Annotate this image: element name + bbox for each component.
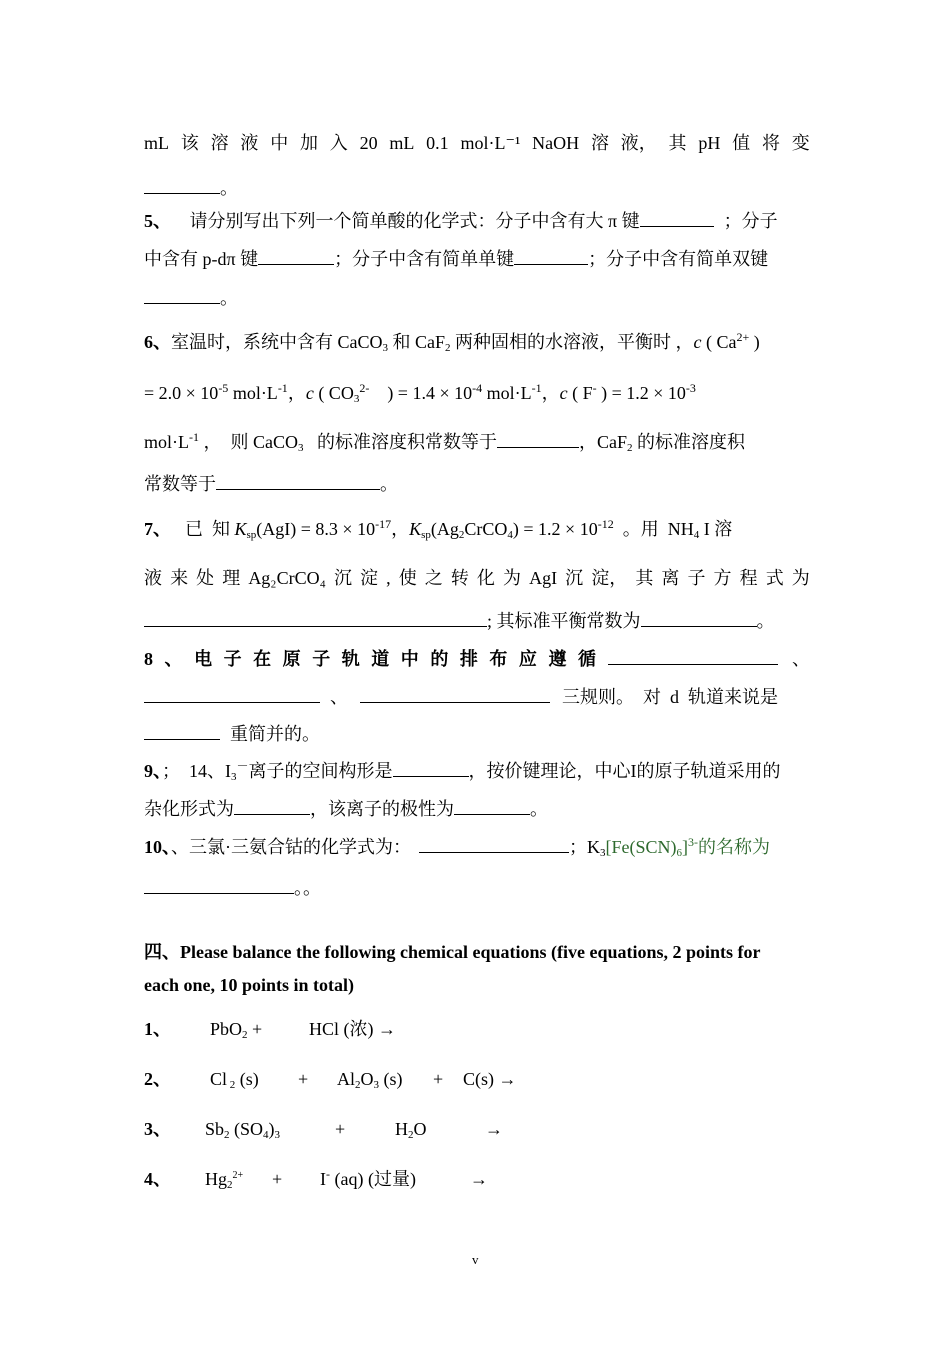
q9-line2: 杂化形式为 ，该离子的极性为 。 [144, 799, 548, 819]
answer-blank[interactable] [360, 686, 550, 703]
q10-line2: 。。 [144, 876, 810, 902]
answer-blank[interactable] [640, 210, 714, 227]
q8-line2: 、 三规则。 对 d 轨道来说是 [144, 685, 810, 711]
text-word: 的 [430, 649, 449, 669]
text-word: 0.1 [426, 133, 449, 153]
equation-reactant: $H_2O$ [395, 1119, 427, 1141]
answer-blank[interactable] [144, 610, 487, 627]
question-number: 7、 [144, 519, 171, 539]
equation-number: 2、 [144, 1069, 171, 1089]
q6-line2: = $2.0 \times 10^{-5}$ $mol\cdot L^{-1}$，c ( $CO_3^{2-}$ ) = $1.4 \times 10^{-4}$ $mol\cdot L^{-1}$，c ( F- ) = $1.2 \times 10^{-3}$ [144, 381, 696, 405]
q5-line3: 。 [144, 286, 810, 312]
text-word: 应 [518, 649, 537, 669]
equation-reactant: $Al_2O_3$ (s) [337, 1069, 403, 1091]
question-number: 9、 [144, 761, 162, 781]
equation-reactant: Cl $_2$ (s) [210, 1069, 259, 1091]
answer-blank[interactable] [514, 248, 588, 265]
answer-blank[interactable] [216, 473, 380, 490]
answer-blank[interactable] [144, 686, 320, 703]
text-word: 在 [253, 649, 272, 669]
plus-sign: + [298, 1069, 309, 1089]
text-word: 加 [299, 133, 318, 153]
equation-reactant: $Hg_2^{2+}$ [205, 1169, 244, 1191]
q8-line3: 重简并的。 [144, 722, 810, 748]
equation-number: 3、 [144, 1119, 171, 1139]
page-footer: v [472, 1252, 479, 1267]
equation-reactant: C(s) → [463, 1069, 517, 1089]
plus-sign: + [335, 1119, 346, 1139]
q4-tail-line2: 。 [144, 176, 810, 202]
text-word: NaOH [532, 133, 580, 153]
equation-number: 1、 [144, 1019, 171, 1039]
text-word: AgI [529, 568, 558, 588]
text-word: 变 [791, 133, 810, 153]
equation-reactant: HCl (浓) → [309, 1019, 396, 1039]
text-word: 理 [222, 568, 241, 588]
text-word: 中 [270, 133, 289, 153]
answer-blank[interactable] [393, 760, 469, 777]
q7-line1: 7、 已 知 $K_{sp}(AgI) = 8.3 \times 10^{-17}$，$K_{sp}(Ag_2CrCO_4) = 1.2 \times 10^{-12}$ 。用 $NH_4$ I 溶 [144, 517, 733, 541]
answer-blank[interactable] [144, 877, 294, 894]
answer-blank[interactable] [144, 723, 220, 740]
text-word: 入 [329, 133, 348, 153]
text-word: 方 [713, 568, 732, 588]
text-word: 道 [371, 649, 390, 669]
answer-blank[interactable] [234, 798, 310, 815]
arrow-symbol: → [470, 1169, 488, 1189]
text-word: 转 [450, 568, 469, 588]
text-word: 液 [144, 568, 162, 588]
text-word: 、 [164, 649, 183, 669]
text-word: 来 [170, 568, 189, 588]
q4-tail-line1 [144, 131, 810, 157]
answer-blank[interactable] [608, 648, 778, 665]
text-word: 布 [489, 649, 508, 669]
text-word: 该 [180, 133, 199, 153]
text-word: 子 [687, 568, 706, 588]
text-word: mL [389, 133, 415, 153]
equation-reactant: $Sb_2$ $(SO_4)_3$ [205, 1119, 281, 1141]
equation-number: 4、 [144, 1169, 171, 1189]
text-word: mL [144, 133, 169, 153]
answer-blank[interactable] [641, 610, 757, 627]
equation-reactant: PbO$_2$ + [210, 1019, 263, 1041]
plus-sign: + [272, 1169, 283, 1189]
text-word: 循 [577, 649, 596, 669]
q5-line1: 5、 请分别写出下列一个简单酸的化学式：分子中含有大 π 键 ；分子 [144, 211, 778, 231]
question-number: 6、 [144, 332, 171, 352]
question-number: 5、 [144, 211, 171, 231]
text-word: 沉 [333, 568, 352, 588]
plus-sign: + [433, 1069, 444, 1089]
text-word: 值 [732, 133, 751, 153]
text-word: 处 [196, 568, 215, 588]
text-word: 20 [359, 133, 378, 153]
text-word: 为 [791, 568, 810, 588]
text-word: 中 [400, 649, 419, 669]
text-word: 将 [761, 133, 780, 153]
text-word: 其 [635, 568, 654, 588]
q9-line1: 9、； 14、$I_3^-$离子的空间构形是 ，按价键理论，中心I的原子轨道采用的 [144, 759, 781, 783]
text-word: 淀 [360, 568, 379, 588]
q10-line1: 10、、三氯·三氨合钴的化学式为： ；$K_3[Fe(SCN)_6]^{3-}$的名称为 [144, 835, 770, 859]
q6-line3: $mol\cdot L^{-1}$ ， 则 CaCO$_3$ 的标准溶度积常数等于 ，CaF$_2$ 的标准溶度积 [144, 430, 746, 454]
text-word: 液 [240, 133, 259, 153]
q5-line2: 中含有 p-dπ 键 ；分子中含有简单单键 ；分子中含有简单双键 [144, 249, 769, 269]
text-word: 其 [668, 133, 687, 153]
arrow-symbol: → [485, 1119, 503, 1139]
q8-words [144, 647, 596, 671]
answer-blank[interactable] [419, 836, 569, 853]
text-word: 排 [459, 649, 478, 669]
text-word: 化 [476, 568, 495, 588]
text-word: 溶 [590, 133, 609, 153]
text-word: Ag₂CrCO₄ [248, 568, 326, 588]
text-word: 遵 [548, 649, 567, 669]
text-word: 子 [312, 649, 331, 669]
text-word: 式 [765, 568, 784, 588]
text-word: 淀， [591, 568, 628, 588]
q6-line1: 6、室温时，系统中含有 CaCO$_3$ 和 CaF$_2$ 两种固相的水溶液，平衡时 ，c ( $Ca^{2+}$ ) [144, 330, 760, 354]
answer-blank[interactable] [454, 798, 530, 815]
text-word: 8 [144, 649, 153, 669]
text-word: 电 [194, 649, 213, 669]
answer-blank[interactable] [497, 431, 579, 448]
section4-heading-line1: 四、Please balance the following chemical equations (five equations, 2 points for [144, 942, 761, 962]
text-word: 溶 [210, 133, 229, 153]
text-word: , [386, 568, 391, 588]
text-word: mol·L⁻¹ [460, 133, 521, 153]
text-word: 子 [223, 649, 242, 669]
q8-line1: 8 、 电 子 在 原 子 轨 道 中 的 排 布 应 遵 循 、 [144, 649, 810, 669]
text-word: 程 [739, 568, 758, 588]
text-word: 液， [620, 133, 657, 153]
text-word: 之 [424, 568, 443, 588]
text-word: 原 [282, 649, 301, 669]
answer-blank[interactable] [144, 177, 220, 194]
q7-line3: ; 其标准平衡常数为 。 [144, 609, 810, 635]
text-word: 使 [398, 568, 417, 588]
answer-blank[interactable] [144, 287, 220, 304]
text-word: pH [698, 133, 721, 153]
text-word: 离 [661, 568, 680, 588]
text-word: 为 [503, 568, 521, 588]
text-word: 沉 [565, 568, 584, 588]
q6-line4: 常数等于 。 [144, 474, 398, 494]
equation-reactant: I- (aq) (过量) [320, 1167, 416, 1189]
q7-line2 [144, 566, 810, 592]
answer-blank[interactable] [258, 248, 334, 265]
section4-heading-line2: each one, 10 points in total) [144, 975, 355, 995]
question-number: 10、 [144, 837, 171, 857]
text-word: 轨 [341, 649, 360, 669]
